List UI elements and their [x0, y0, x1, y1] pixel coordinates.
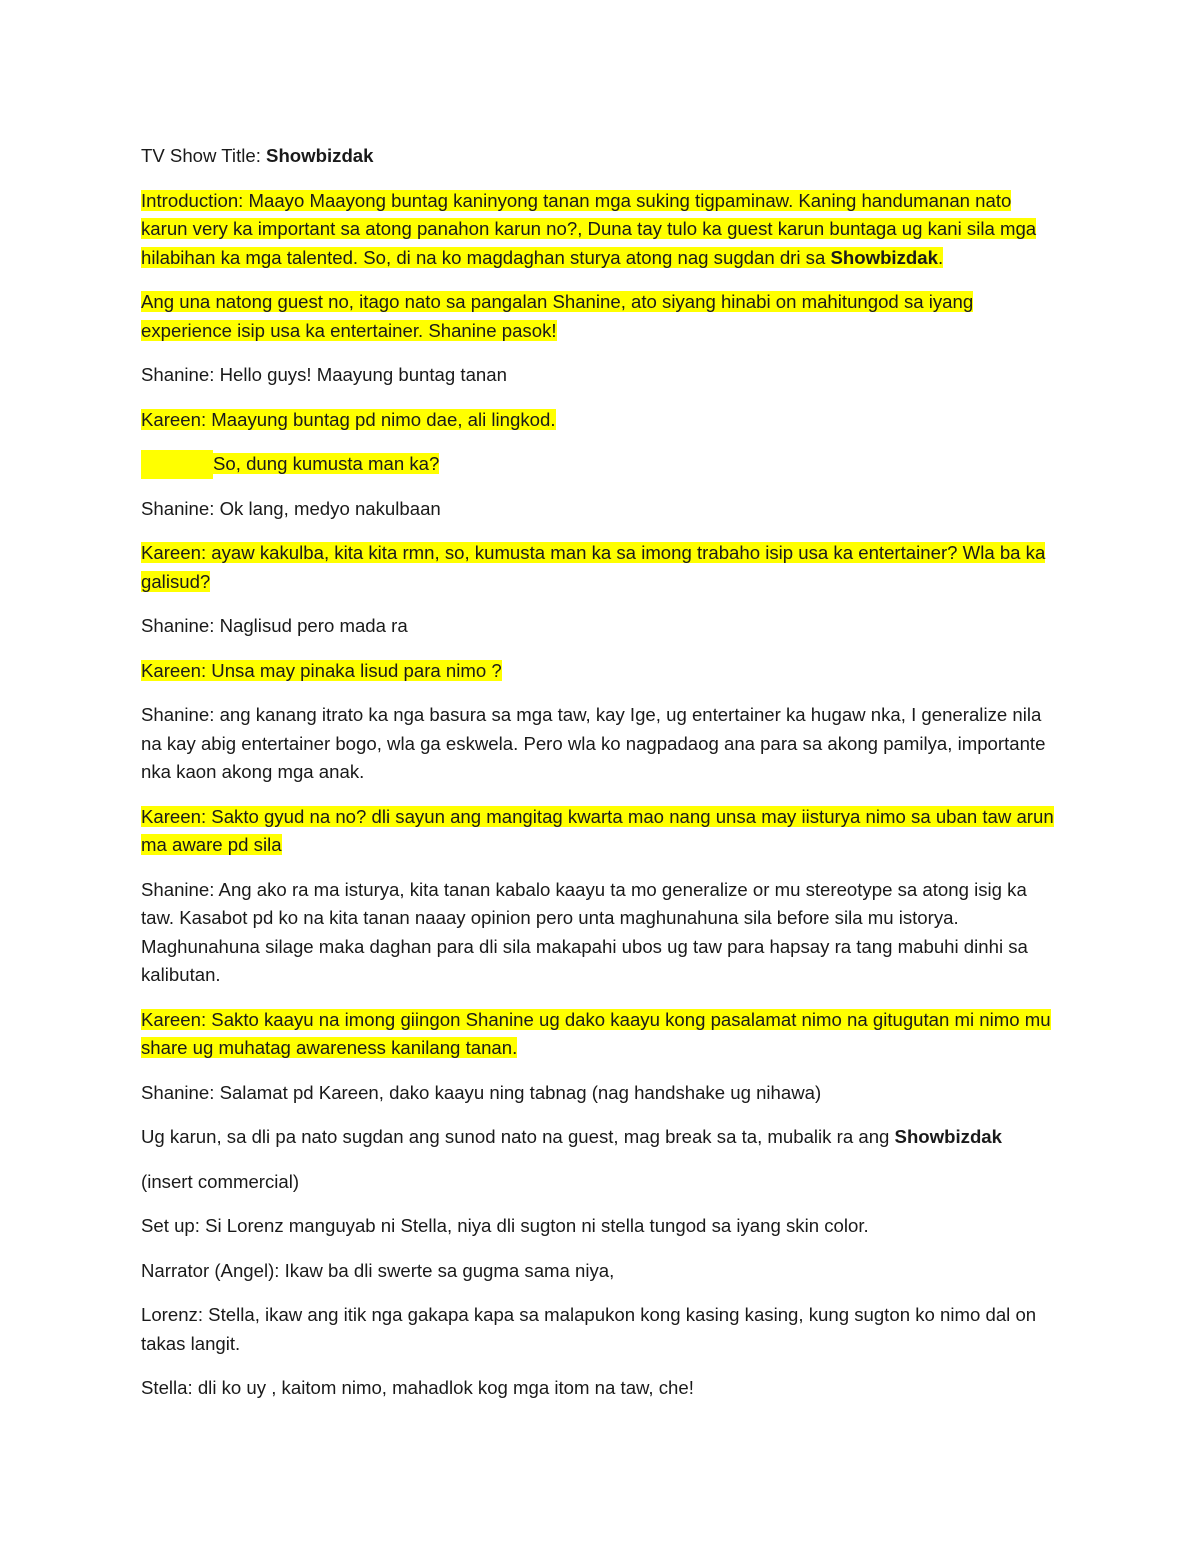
dialogue-line	[141, 657, 1061, 686]
kareen-line-1b: So, dung kumusta man ka?	[213, 453, 440, 474]
kareen-line-1: Kareen: Maayung buntag pd nimo dae, ali lingkod.	[141, 408, 556, 430]
dialogue-line	[141, 803, 1061, 860]
shanine-line-4: Shanine: ang kanang itrato ka nga basura sa mga taw, kay Ige, ug entertainer ka hugaw nka, I generalize nila na kay abig entertainer bogo, wla ga eskwela. Pero wla ko nagpadaog ana para sa akong pamilya, importante nka kaon akong mga anak.	[141, 704, 1046, 782]
kareen-line-3: Kareen: Unsa may pinaka lisud para nimo ?	[141, 659, 502, 681]
shanine-line-6: Shanine: Salamat pd Kareen, dako kaayu ning tabnag (nag handshake ug nihawa)	[141, 1081, 822, 1103]
dialogue-line	[141, 406, 1061, 435]
shanine-line-5: Shanine: Ang ako ra ma isturya, kita tanan kabalo kaayu ta mo generalize or mu stereotype sa atong isig ka taw. Kasabot pd ko na kita tanan naaay opinion pero unta maghunahuna sila before sila mu istorya. Maghunahuna silage maka daghan para dli sila makapahi ubos ug taw para hapsay ra tang mabuhi dinhi sa kalibutan.	[141, 878, 1028, 985]
guest-intro-text: Ang una natong guest no, itago nato sa pangalan Shanine, ato siyang hinabi on mahitungod sa iyang experience isip usa ka entertainer. Shanine pasok!	[141, 291, 974, 341]
kareen-line-2: Kareen: ayaw kakulba, kita kita rmn, so, kumusta man ka sa imong trabaho isip usa ka entertainer? Wla ba ka galisud?	[141, 542, 1046, 592]
introduction-show-name: Showbizdak	[830, 246, 938, 268]
narrator-line: Narrator (Angel): Ikaw ba dli swerte sa gugma sama niya,	[141, 1259, 615, 1281]
setup-paragraph	[141, 1212, 1061, 1241]
shanine-line-2: Shanine: Ok lang, medyo nakulbaan	[141, 497, 441, 519]
dialogue-line	[141, 1374, 1061, 1403]
dialogue-line	[141, 361, 1061, 390]
dialogue-line	[141, 1301, 1061, 1358]
dialogue-line	[141, 612, 1061, 641]
break-show-name: Showbizdak	[894, 1126, 1002, 1147]
commercial-note	[141, 1168, 1061, 1197]
introduction-paragraph	[141, 187, 1061, 273]
dialogue-line	[141, 1079, 1061, 1108]
lorenz-line: Lorenz: Stella, ikaw ang itik nga gakapa kapa sa malapukon kong kasing kasing, kung sugton ko nimo dal on takas langit.	[141, 1304, 1037, 1354]
dialogue-line	[141, 495, 1061, 524]
dialogue-line	[141, 876, 1061, 990]
kareen-line-4: Kareen: Sakto gyud na no? dli sayun ang mangitag kwarta mao nang unsa may iisturya nimo sa uban taw arun ma aware pd sila	[141, 805, 1054, 855]
document-body	[141, 142, 1061, 1419]
indent-highlight	[141, 450, 213, 479]
show-title-label: TV Show Title:	[141, 145, 267, 166]
break-text: Ug karun, sa dli pa nato sugdan ang sunod nato na guest, mag break sa ta, mubalik ra ang	[141, 1126, 895, 1147]
show-title-line	[141, 142, 1061, 171]
break-paragraph	[141, 1123, 1061, 1152]
dialogue-line	[141, 701, 1061, 787]
show-title-value: Showbizdak	[266, 145, 374, 166]
shanine-line-3: Shanine: Naglisud pero mada ra	[141, 615, 408, 636]
introduction-end: .	[937, 246, 944, 268]
dialogue-line	[141, 450, 1061, 479]
stella-line: Stella: dli ko uy , kaitom nimo, mahadlok kog mga itom na taw, che!	[141, 1377, 694, 1398]
dialogue-line	[141, 1006, 1061, 1063]
kareen-line-5: Kareen: Sakto kaayu na imong giingon Shanine ug dako kaayu kong pasalamat nimo na gitugutan mi nimo mu share ug muhatag awareness kanilang tanan.	[141, 1008, 1051, 1058]
shanine-line-1: Shanine: Hello guys! Maayung buntag tanan	[141, 364, 507, 385]
commercial-text: (insert commercial)	[141, 1170, 300, 1192]
dialogue-line	[141, 1257, 1061, 1286]
guest-intro-paragraph	[141, 288, 1061, 345]
setup-text: Set up: Si Lorenz manguyab ni Stella, niya dli sugton ni stella tungod sa iyang skin color.	[141, 1215, 869, 1236]
introduction-text: Introduction: Maayo Maayong buntag kaninyong tanan mga suking tigpaminaw. Kaning handumanan nato karun very ka important sa atong panahon karun no?, Duna tay tulo ka guest karun buntaga ug kani sila mga hilabihan ka mga talented. So, di na ko magdaghan sturya atong nag sugdan dri sa	[141, 189, 1037, 268]
dialogue-line	[141, 539, 1061, 596]
